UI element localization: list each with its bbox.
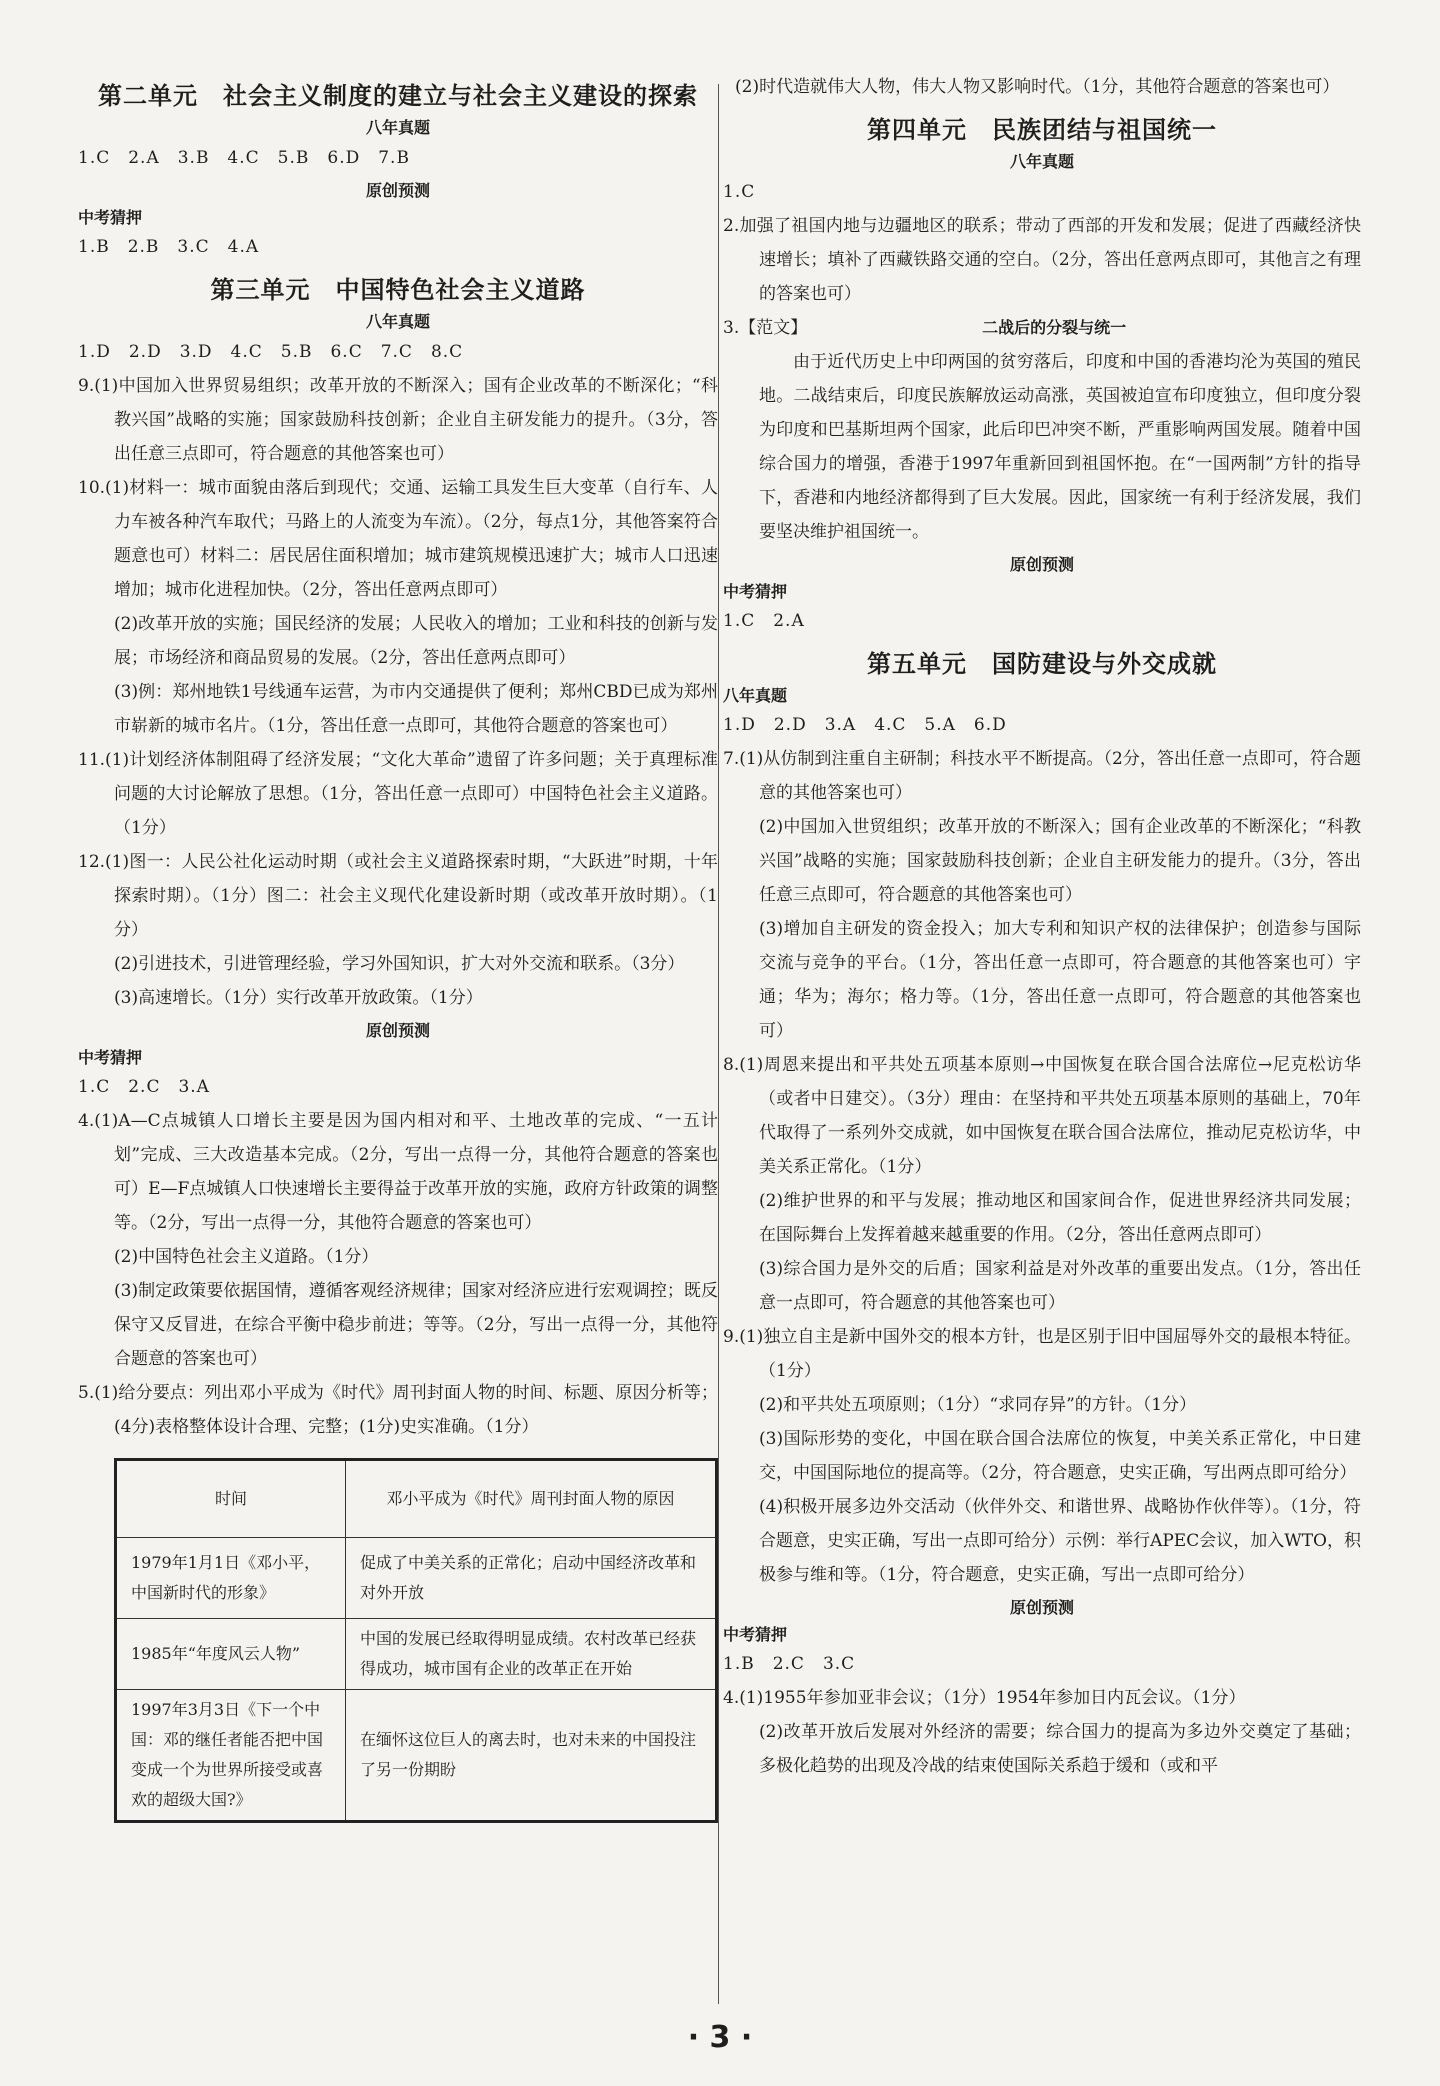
table-cell-reason: 促成了中美关系的正常化；启动中国经济改革和对外开放 — [346, 1538, 717, 1619]
unit3-guess-answers: 1.C 2.C 3.A — [78, 1077, 210, 1097]
page-number: · 3 · — [687, 2020, 753, 2055]
unit3-title: 第三单元 中国特色社会主义道路 — [210, 276, 586, 304]
table-header-time: 时间 — [116, 1460, 346, 1538]
unit4-q1: 1.C — [723, 182, 756, 202]
unit2-title: 第二单元 社会主义制度的建立与社会主义建设的探索 — [98, 82, 698, 110]
unit5-q4-1: 4.(1)1955年参加亚非会议；（1分）1954年参加日内瓦会议。（1分） — [723, 1688, 1246, 1708]
unit3-q10-1: 10.(1)材料一：城市面貌由落后到现代；交通、运输工具发生巨大变革（自行车、人力车被各种汽车取代；马路上的人流变为车流）。（2分，每点1分，其他答案符合题意也可）材料二：居民居住面积增加；城市建筑规模迅速扩大；城市人口迅速增加；城市化进程加快。（2分，答出任意两点即可） — [78, 478, 718, 600]
unit3-q4-2: (2)中国特色社会主义道路。（1分） — [114, 1247, 379, 1267]
unit3-real-answers: 1.D 2.D 3.D 4.C 5.B 6.C 7.C 8.C — [78, 342, 464, 362]
unit3-q4-3: (3)制定政策要依据国情，遵循客观经济规律；国家对经济应进行宏观调控；既反保守又反冒进，在综合平衡中稳步前进；等等。（2分，写出一点得一分，其他符合题意的答案也可） — [114, 1281, 718, 1369]
column-divider — [718, 84, 719, 2004]
unit4-guess-answers: 1.C 2.A — [723, 611, 805, 631]
unit3-real-label: 八年真题 — [365, 312, 430, 331]
unit5-q8-1: 8.(1)周恩来提出和平共处五项基本原则→中国恢复在联合国合法席位→尼克松访华（或者中日建交）。（3分）理由：在坚持和平共处五项基本原则的基础上，70年代取得了一系列外交成就，如中国恢复在联合国合法席位，推动尼克松访华，中美关系正常化。（1分） — [723, 1055, 1361, 1177]
table-row — [116, 1619, 717, 1690]
time-cover-table — [114, 1458, 718, 1823]
table-cell-time: 1985年“年度风云人物” — [116, 1619, 346, 1690]
unit5-q7-1: 7.(1)从仿制到注重自主研制；科技水平不断提高。（2分，答出任意一点即可，符合题意的其他答案也可） — [723, 749, 1361, 803]
unit4-pred-label: 原创预测 — [1009, 555, 1074, 574]
unit3-q12-1: 12.(1)图一：人民公社化运动时期（或社会主义道路探索时期，“大跃进”时期，十年探索时期）。（1分）图二：社会主义现代化建设新时期（或改革开放时期）。（1分） — [78, 852, 718, 940]
unit5-real-label: 八年真题 — [723, 686, 788, 705]
unit5-q9-2: (2)和平共处五项原则；（1分）“求同存异”的方针。（1分） — [759, 1395, 1197, 1415]
table-cell-reason: 在缅怀这位巨人的离去时，也对未来的中国投注了另一份期盼 — [346, 1690, 717, 1822]
table-header-row — [116, 1460, 717, 1538]
unit5-guess-label: 中考猜押 — [723, 1625, 788, 1644]
unit5-q8-3: (3)综合国力是外交的后盾；国家利益是对外改革的重要出发点。（1分，答出任意一点即可，符合题意的其他答案也可） — [759, 1259, 1361, 1313]
unit3-pred-label: 原创预测 — [365, 1021, 430, 1040]
unit3-q12-2: (2)引进技术，引进管理经验，学习外国知识，扩大对外交流和联系。（3分） — [114, 954, 685, 974]
unit3-guess-label: 中考猜押 — [78, 1048, 143, 1067]
unit3-q10-2: (2)改革开放的实施；国民经济的发展；人民收入的增加；工业和科技的创新与发展；市场经济和商品贸易的发展。（2分，答出任意两点即可） — [114, 614, 718, 668]
unit3-q5-1: 5.(1)给分要点：列出邓小平成为《时代》周刊封面人物的时间、标题、原因分析等；(4分)表格整体设计合理、完整；(1分)史实准确。（1分） — [78, 1383, 718, 1437]
unit5-real-answers: 1.D 2.D 3.A 4.C 5.A 6.D — [723, 715, 1007, 735]
unit5-title: 第五单元 国防建设与外交成就 — [867, 650, 1217, 678]
right-column — [723, 70, 1361, 1783]
unit3-q12-3: (3)高速增长。（1分）实行改革开放政策。（1分） — [114, 988, 483, 1008]
unit5-q7-2: (2)中国加入世贸组织；改革开放的不断深入；国有企业改革的不断深化；“科教兴国”战略的实施；国家鼓励科技创新；企业自主研发能力的提升。（3分，答出任意三点即可，符合题意的其他答案也可） — [759, 817, 1361, 905]
unit2-real-label: 八年真题 — [365, 118, 430, 137]
unit5-guess-answers: 1.B 2.C 3.C — [723, 1654, 856, 1674]
unit4-q3-title: 二战后的分裂与统一 — [982, 318, 1127, 337]
unit4-guess-label: 中考猜押 — [723, 582, 788, 601]
unit5-q4-2: (2)改革开放后发展对外经济的需要；综合国力的提高为多边外交奠定了基础；多极化趋势的出现及冷战的结束使国际关系趋于缓和（或和平 — [759, 1722, 1361, 1776]
unit4-q2: 2.加强了祖国内地与边疆地区的联系；带动了西部的开发和发展；促进了西藏经济快速增长；填补了西藏铁路交通的空白。（2分，答出任意两点即可，其他言之有理的答案也可） — [723, 216, 1361, 304]
table-header-reason: 邓小平成为《时代》周刊封面人物的原因 — [346, 1460, 717, 1538]
table-cell-reason: 中国的发展已经取得明显成绩。农村改革已经获得成功，城市国有企业的改革正在开始 — [346, 1619, 717, 1690]
unit5-q7-3: (3)增加自主研发的资金投入；加大专利和知识产权的法律保护；创造参与国际交流与竞争的平台。（1分，答出任意一点即可，符合题意的其他答案也可）宇通；华为；海尔；格力等。（1分，答出任意一点即可，符合题意的其他答案也可） — [759, 919, 1361, 1041]
unit5-q9-4: (4)积极开展多边外交活动（伙伴外交、和谐世界、战略协作伙伴等）。（1分，符合题意，史实正确，写出一点即可给分）示例：举行APEC会议，加入WTO，积极参与维和等。（1分，符合题意，史实正确，写出一点即可给分） — [759, 1497, 1361, 1585]
unit3-q12-cont: (2)时代造就伟大人物，伟大人物又影响时代。（1分，其他符合题意的答案也可） — [735, 77, 1340, 97]
unit2-real-answers: 1.C 2.A 3.B 4.C 5.B 6.D 7.B — [78, 148, 410, 168]
unit4-real-label: 八年真题 — [1009, 152, 1074, 171]
unit4-q3-header — [723, 311, 1361, 345]
unit5-q8-2: (2)维护世界的和平与发展；推动地区和国家间合作，促进世界经济共同发展；在国际舞台上发挥着越来越重要的作用。（2分，答出任意两点即可） — [759, 1191, 1361, 1245]
unit2-guess-label: 中考猜押 — [78, 208, 143, 227]
unit3-q4-1: 4.(1)A—C点城镇人口增长主要是因为国内相对和平、土地改革的完成、“一五计划”完成、三大改造基本完成。（2分，写出一点得一分，其他符合题意的答案也可）E—F点城镇人口快速增长主要得益于改革开放的实施，政府方针政策的调整等。（2分，写出一点得一分，其他符合题意的答案也可） — [78, 1111, 718, 1233]
table-row — [116, 1538, 717, 1619]
unit2-guess-answers: 1.B 2.B 3.C 4.A — [78, 237, 260, 257]
unit3-q11: 11.(1)计划经济体制阻碍了经济发展；“文化大革命”遗留了许多问题；关于真理标准问题的大讨论解放了思想。（1分，答出任意一点即可）中国特色社会主义道路。（1分） — [78, 750, 718, 838]
unit5-pred-label: 原创预测 — [1009, 1598, 1074, 1617]
unit4-q3-label: 3.【范文】 — [723, 318, 808, 338]
unit5-q9-3: (3)国际形势的变化，中国在联合国合法席位的恢复，中美关系正常化，中日建交，中国国际地位的提高等。（2分，符合题意，史实正确，写出两点即可给分） — [759, 1429, 1361, 1483]
table-cell-time: 1997年3月3日《下一个中国：邓的继任者能否把中国变成一个为世界所接受或喜欢的超级大国?》 — [116, 1690, 346, 1822]
unit3-q10-3: (3)例：郑州地铁1号线通车运营，为市内交通提供了便利；郑州CBD已成为郑州市崭新的城市名片。（1分，答出任意一点即可，其他符合题意的答案也可） — [114, 682, 718, 736]
unit4-q3-text: 由于近代历史上中印两国的贫穷落后，印度和中国的香港均沦为英国的殖民地。二战结束后，印度民族解放运动高涨，英国被迫宣布印度独立，但印度分裂为印度和巴基斯坦两个国家，此后印巴冲突不断，严重影响两国发展。随着中国综合国力的增强，香港于1997年重新回到祖国怀抱。在“一国两制”方针的指导下，香港和内地经济都得到了巨大发展。因此，国家统一有利于经济发展，我们要坚决维护祖国统一。 — [759, 352, 1361, 542]
left-column — [78, 70, 718, 1823]
unit5-q9-1: 9.(1)独立自主是新中国外交的根本方针，也是区别于旧中国屈辱外交的最根本特征。（1分） — [723, 1327, 1361, 1381]
unit2-pred-label: 原创预测 — [365, 181, 430, 200]
table-row — [116, 1690, 717, 1822]
unit4-title: 第四单元 民族团结与祖国统一 — [867, 116, 1217, 144]
table-cell-time: 1979年1月1日《邓小平，中国新时代的形象》 — [116, 1538, 346, 1619]
unit3-q9: 9.(1)中国加入世界贸易组织；改革开放的不断深入；国有企业改革的不断深化；“科教兴国”战略的实施；国家鼓励科技创新；企业自主研发能力的提升。（3分，答出任意三点即可，符合题意的其他答案也可） — [78, 376, 718, 464]
